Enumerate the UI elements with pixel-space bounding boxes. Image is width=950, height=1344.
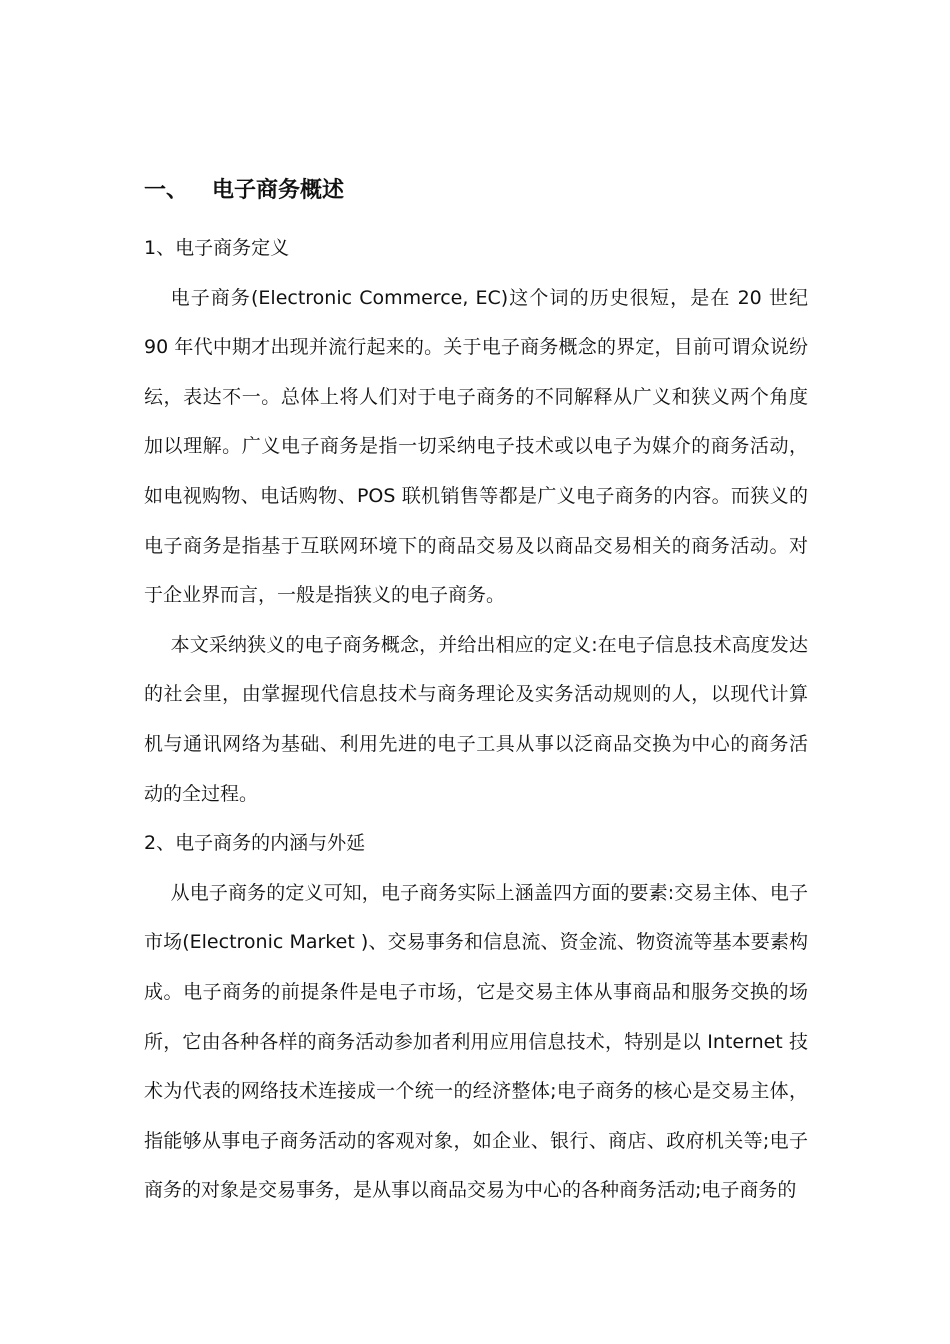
section-heading [144,174,344,208]
paragraph-definition: 电子商务(Electronic Commerce, EC)这个词的历史很短，是在 20 世纪 90 年代中期才出现并流行起来的。关于电子商务概念的界定，目前可谓众说纷纭，表达不一。总体上将人们对于电子商务的不同解释从广义和狭义两个角度加以理解。广义电子商务是指一切采纳电子技术或以电子为媒介的商务活动，如电视购物、电话购物、POS 联机销售等都是广义电子商务的内容。而狭义的电子商务是指基于互联网环境下的商品交易及以商品交易相关的商务活动。对于企业界而言，一般是指狭义的电子商务。 [144,286,808,607]
subheading-definition: 1、电子商务定义 [144,237,290,259]
section-number: 一、 [144,178,189,203]
subheading-connotation: 2、电子商务的内涵与外延 [144,832,366,855]
paragraph-connotation: 从电子商务的定义可知，电子商务实际上涵盖四方面的要素:交易主体、电子市场(Electronic Market )、交易事务和信息流、资金流、物资流等基本要素构成。电子商务的前提条件是电子市场，它是交易主体从事商品和服务交换的场所，它由各种各样的商务活动参加者利用应用信息技术，特别是以 Internet 技术为代表的网络技术连接成一个统一的经济整体;电子商务的核心是交易主体，指能够从事电子商务活动的客观对象，如企业、银行、商店、政府机关等;电子商务的对象是交易事务，是从事以商品交易为中心的各种商务活动;电子商务的 [144,881,808,1202]
document-body [144,224,808,1216]
section-title: 电子商务概述 [212,178,345,203]
paragraph-narrow-definition: 本文采纳狭义的电子商务概念，并给出相应的定义:在电子信息技术高度发达的社会里，由掌握现代信息技术与商务理论及实务活动规则的人，以现代计算机与通讯网络为基础、利用先进的电子工具从事以泛商品交换为中心的商务活动的全过程。 [144,633,808,805]
